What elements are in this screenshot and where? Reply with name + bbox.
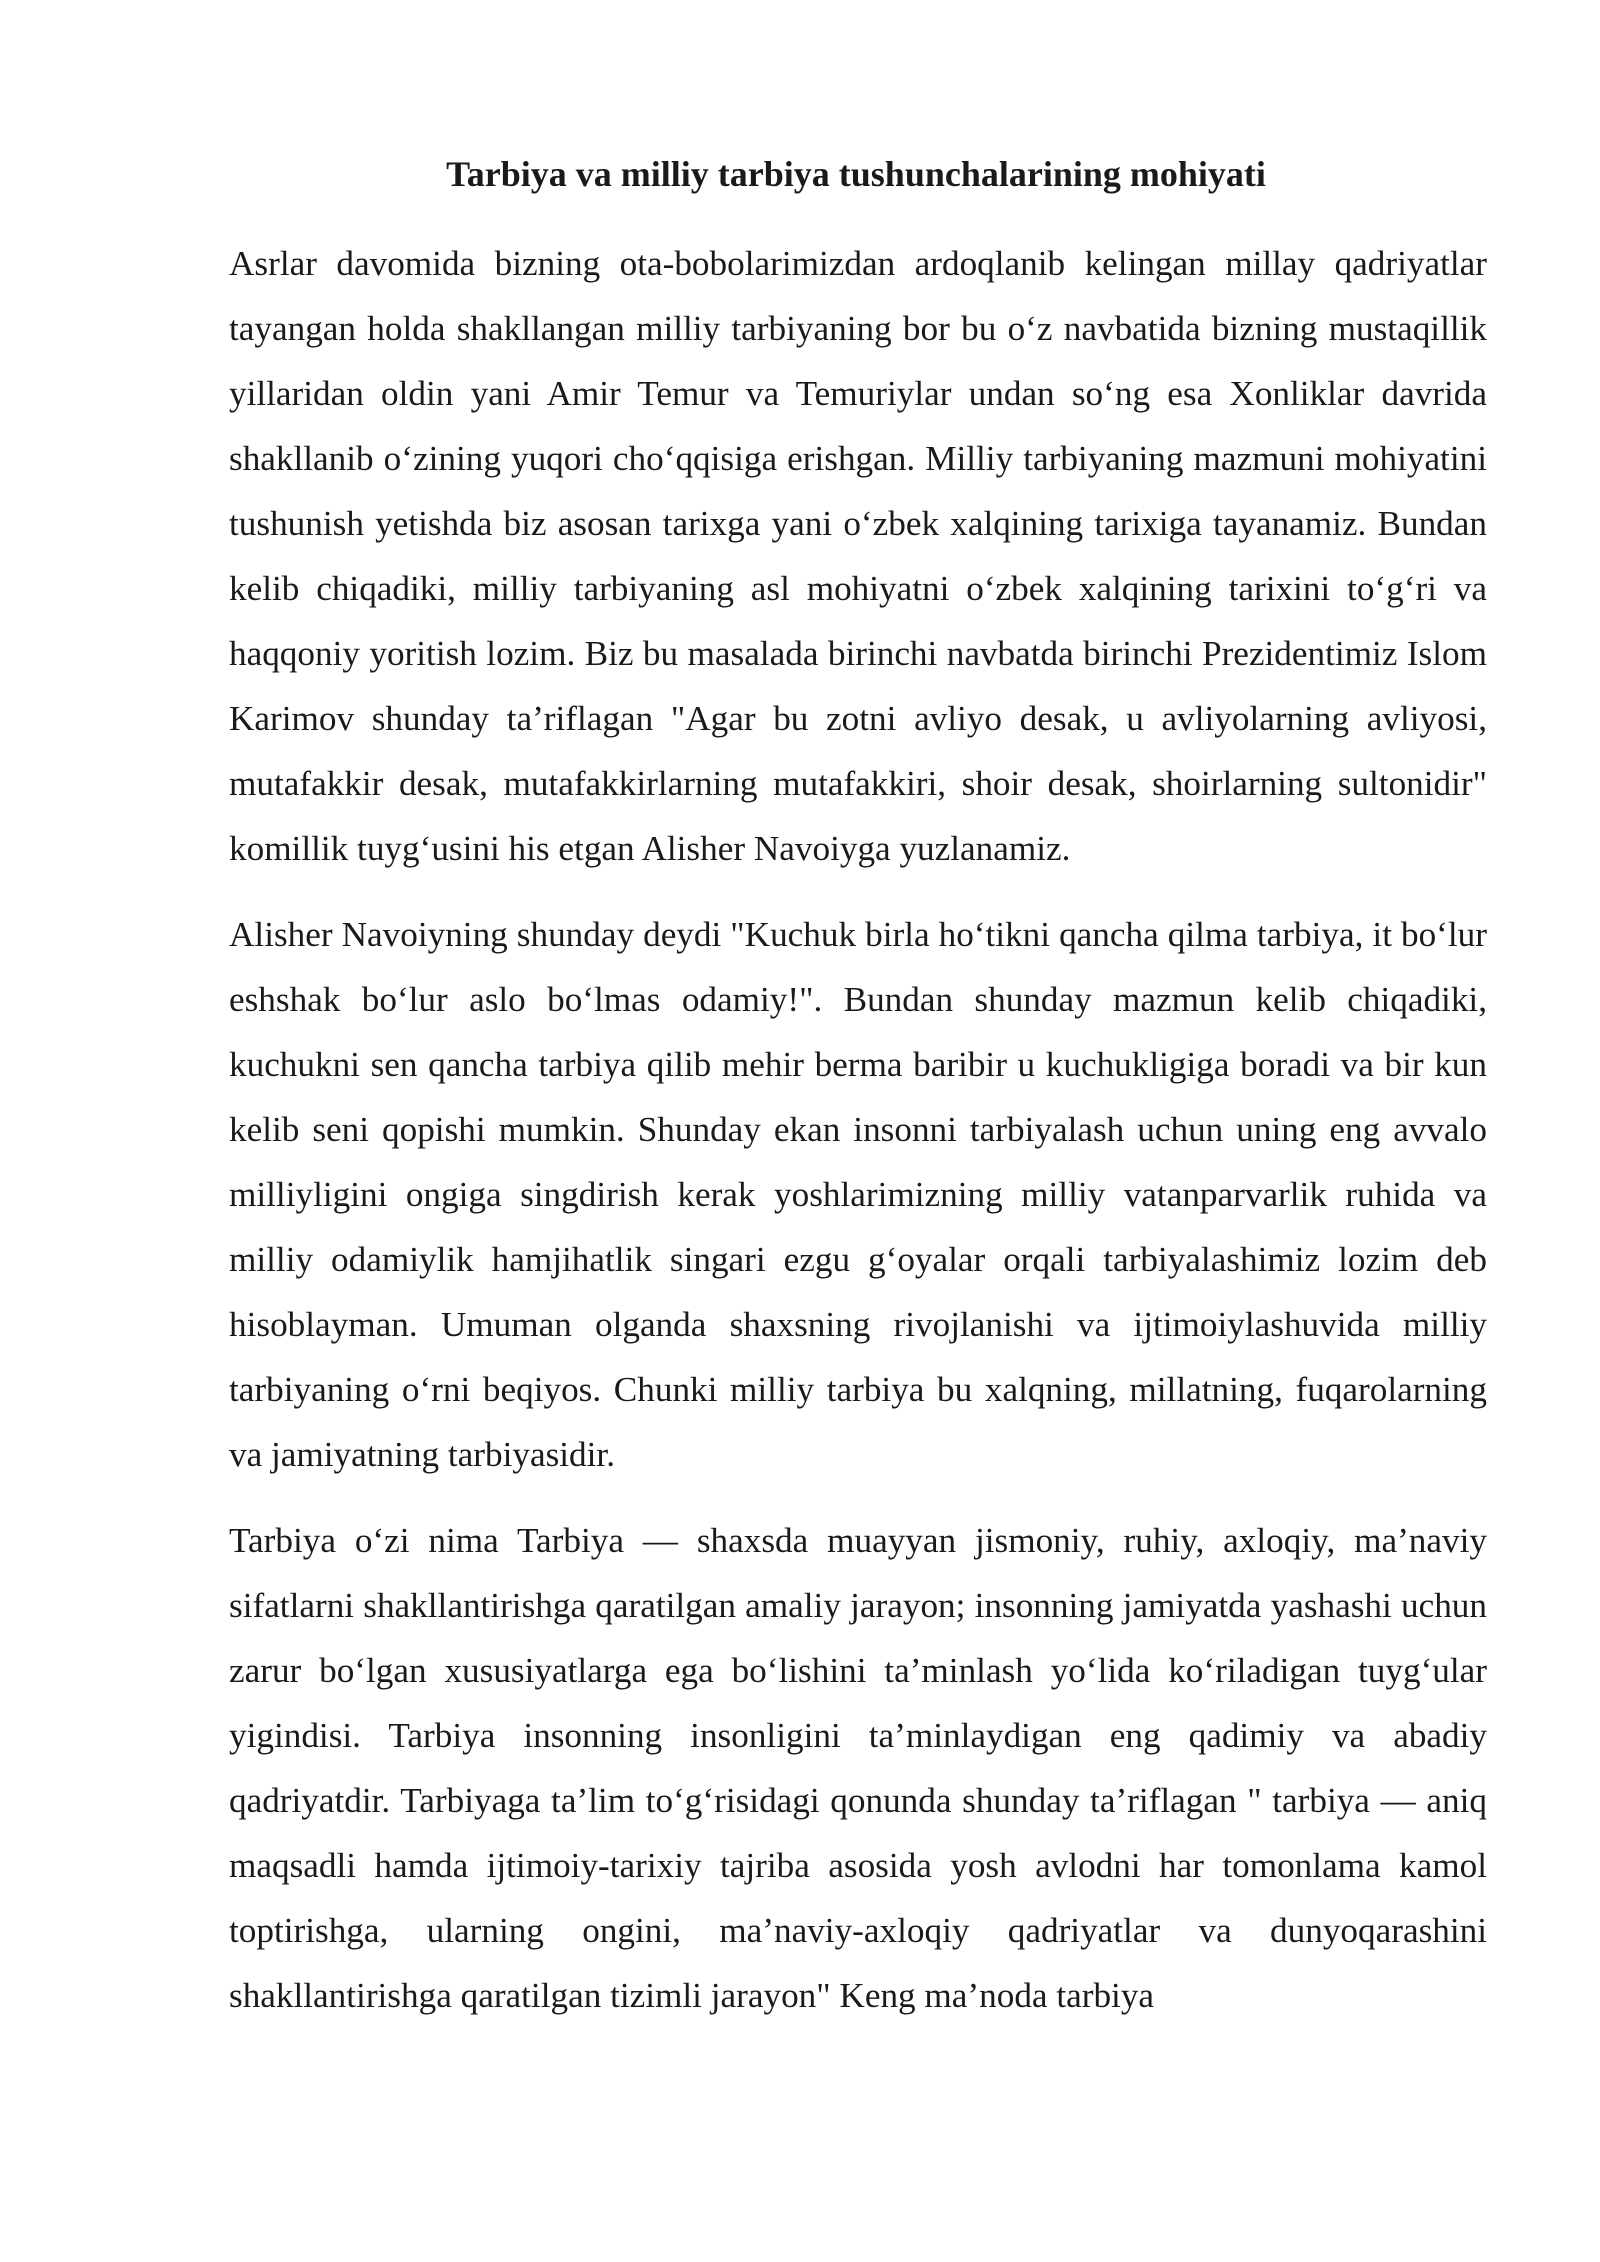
paragraph-2: Alisher Navoiyning shunday deydi "Kuchuk birla ho‘tikni qancha qilma tarbiya, it bo‘lur eshshak bo‘lur aslo bo‘lmas odamiy!". Bundan shunday mazmun kelib chiqadiki, kuchukni sen qancha tarbiya qilib mehir berma baribir u kuchukligiga boradi va bir kun kelib seni qopishi mumkin. Shunday ekan insonni tarbiyalash uchun uning eng avvalo milliyligini ongiga singdirish kerak yoshlarimizning milliy vatanparvarlik ruhida va milliy odamiylik hamjihatlik singari ezgu g‘oyalar orqali tarbiyalashimiz lozim deb hisoblayman. Umuman olganda shaxsning rivojlanishi va ijtimoiylashuvida milliy tarbiyaning o‘rni beqiyos. Chunki milliy tarbiya bu xalqning, millatning, fuqarolarning va jamiyatning tarbiyasidir.	[229, 915, 1487, 1474]
document-body	[229, 231, 1487, 2049]
paragraph-3: Tarbiya o‘zi nima Tarbiya — shaxsda muayyan jismoniy, ruhiy, axloqiy, ma’naviy sifatlarni shakllantirishga qaratilgan amaliy jarayon; insonning jamiyatda yashashi uchun zarur bo‘lgan xususiyatlarga ega bo‘lishini ta’minlash yo‘lida ko‘riladigan tuyg‘ular yigindisi. Tarbiya insonning insonligini ta’minlaydigan eng qadimiy va abadiy qadriyatdir. Tarbiyaga ta’lim to‘g‘risidagi qonunda shunday ta’riflagan " tarbiya — aniq maqsadli hamda ijtimoiy-tarixiy tajriba asosida yosh avlodni har tomonlama kamol toptirishga, ularning ongini, ma’naviy-axloqiy qadriyatlar va dunyoqarashini shakllantirishga qaratilgan tizimli jarayon" Keng ma’noda tarbiya	[229, 1521, 1487, 2015]
document-title: Tarbiya va milliy tarbiya tushunchalarining mohiyati	[446, 154, 1266, 194]
paragraph-1: Asrlar davomida bizning ota-bobolarimizdan ardoqlanib kelingan millay qadriyatlar tayangan holda shakllangan milliy tarbiyaning bor bu o‘z navbatida bizning mustaqillik yillaridan oldin yani Amir Temur va Temuriylar undan so‘ng esa Xonliklar davrida shakllanib o‘zining yuqori cho‘qqisiga erishgan. Milliy tarbiyaning mazmuni mohiyatini tushunish yetishda biz asosan tarixga yani o‘zbek xalqining tarixiga tayanamiz. Bundan kelib chiqadiki, milliy tarbiyaning asl mohiyatni o‘zbek xalqining tarixini to‘g‘ri va haqqoniy yoritish lozim. Biz bu masalada birinchi navbatda birinchi Prezidentimiz Islom Karimov shunday ta’riflagan "Agar bu zotni avliyo desak, u avliyolarning avliyosi, mutafakkir desak, mutafakkirlarning mutafakkiri, shoir desak, shoirlarning sultonidir" komillik tuyg‘usini his etgan Alisher Navoiyga yuzlanamiz.	[229, 244, 1487, 868]
